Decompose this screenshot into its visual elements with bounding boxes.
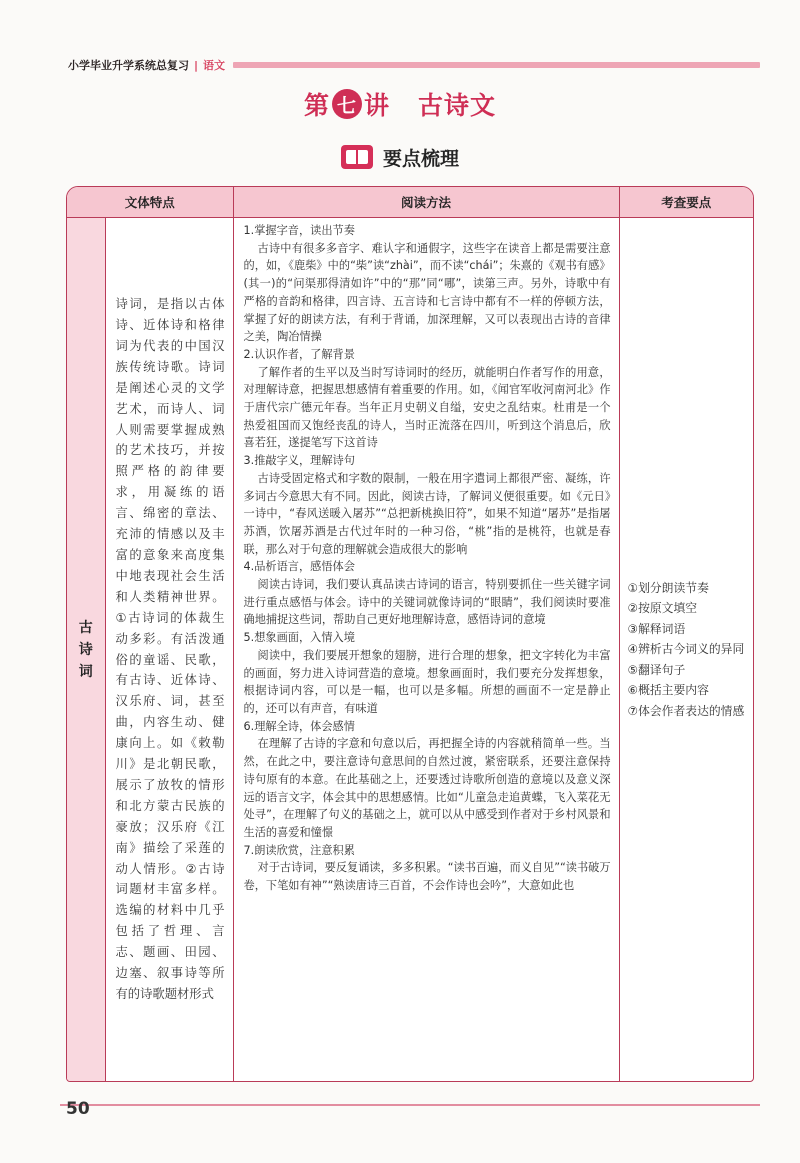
description-cell (105, 218, 233, 1082)
key-point-item: ①划分朗读节奏 (627, 580, 709, 595)
method-title: 2.认识作者，了解背景 (243, 347, 355, 361)
method-title: 3.推敲字义，理解诗句 (243, 454, 355, 468)
methods-cell (233, 218, 619, 1082)
method-title: 5.想象画面，入情入境 (243, 631, 355, 645)
footer-rule (60, 1104, 760, 1106)
book-title: 小学毕业升学系统总复习 (68, 59, 189, 72)
header-rule (233, 62, 760, 68)
column-header-key-points: 考查要点 (619, 187, 753, 218)
key-point-item: ④辨析古今词义的异同 (627, 642, 745, 657)
method-body: 阅读中，我们要展开想象的翅膀，进行合理的想象，把文字转化为丰富的画面，努力进入诗词营造的意境。想象画面时，我们要充分发挥想象，根据诗词内容，可以是一幅，也可以是多幅。所想的画面不一定是静止的，还可以有声音，有味道 (243, 648, 611, 715)
table-header-row (67, 187, 753, 218)
method-item (244, 629, 611, 718)
method-title: 4.品析语言，感悟体会 (243, 560, 355, 574)
lesson-prefix: 第 (303, 91, 330, 120)
column-header-methods: 阅读方法 (233, 187, 619, 218)
section-title: 要点梳理 (382, 147, 459, 170)
key-point-item: ⑦体会作者表达的情感 (627, 703, 745, 718)
page-number: 50 (66, 1099, 90, 1119)
method-title: 1.掌握字音，读出节奏 (243, 224, 355, 237)
key-point-item: ②按原文填空 (627, 601, 698, 616)
subject-label: 语文 (203, 59, 226, 72)
method-body: 了解作者的生平以及当时写诗词时的经历，就能明白作者写作的用意，对理解诗意，把握思想感情有着重要的作用。如，《闻官军收河南河北》作于唐代宗广德元年春。当年正月史朝义自缢，安史之乱结束。杜甫是一个热爱祖国而又饱经丧乱的诗人，当时正流落在四川，听到这个消息后，欣喜若狂，遂提笔写下这首诗 (243, 365, 611, 450)
genre-description: 诗词，是指以古体诗、近体诗和格律词为代表的中国汉族传统诗歌。诗词是阐述心灵的文学艺术，而诗人、词人则需要掌握成熟的艺术技巧，并按照严格的韵律要求，用凝练的语言、绵密的章法、充沛的情感以及丰富的意象来高度集中地表现社会生活和人类精神世界。①古诗词的体裁生动多彩。有活泼通俗的童谣、民歌，有古诗、近体诗、汉乐府、词，甚至曲，内容生动、健康向上。如《敕勒川》是北朝民歌，展示了放牧的情形和北方蒙古民族的豪放；汉乐府《江南》描绘了采莲的动人情形。②古诗词题材丰富多样。选编的材料中几乎包括了哲理、言志、题画、田园、边塞、叙事诗等所有的诗歌题材形式 (115, 297, 225, 1001)
running-header (68, 56, 760, 74)
method-item (244, 346, 611, 452)
header-separator: | (194, 58, 199, 72)
method-body: 对于古诗词，要反复诵读，多多积累。“读书百遍，而义自见”“读书破万卷，下笔如有神”“熟读唐诗三百首，不会作诗也会吟”，大意如此也 (243, 861, 611, 893)
key-point-item: ⑥概括主要内容 (627, 683, 709, 698)
method-body: 在理解了古诗的字意和句意以后，再把握全诗的内容就稍简单一些。当然，在此之中，要注意诗句意思间的自然过渡，紧密联系，还要注意保持诗句原有的本意。在此基础之上，还要透过诗歌所创造的意境以及意义深远的语言文字，体会其中的思想感情。比如“儿童急走追黄蝶，飞入菜花无处寻”，在理解了句义的基础之上，就可以从中感受到作者对于乡村风景和生活的喜爱和憧憬 (243, 737, 611, 839)
key-point-item: ⑤翻译句子 (627, 662, 686, 677)
method-body: 古诗受固定格式和字数的限制，一般在用字遣词上都很严密、凝练，许多词古今意思大有不同。因此，阅读古诗，了解词义便很重要。如《元日》一诗中，“春风送暖入屠苏”“总把新桃换旧符”，如果不知道“屠苏”是指屠苏酒，饮屠苏酒是古代过年时的一种习俗，“桃”指的是桃符，也就是春联，那么对于句意的理解就会造成很大的影响 (243, 471, 611, 556)
column-header-features: 文体特点 (67, 187, 233, 218)
section-heading (0, 142, 800, 172)
key-point-item: ③解释词语 (627, 621, 686, 636)
method-item (244, 452, 611, 558)
summary-table (66, 186, 754, 1082)
lesson-number-badge: 七 (332, 89, 362, 119)
table-row (67, 218, 753, 1082)
method-title: 7.朗读欣赏，注意积累 (243, 843, 355, 857)
method-item (244, 718, 611, 842)
lesson-suffix: 讲 (363, 91, 390, 120)
key-points-cell (619, 218, 753, 1082)
method-title: 6.理解全诗，体会感情 (243, 719, 355, 733)
open-book-icon (341, 145, 373, 169)
method-body: 古诗中有很多多音字、难认字和通假字，这些字在读音上都是需要注意的，如，《鹿柴》中的“柴”读“zhài”，而不读“chái”；朱熹的《观书有感》(其一)的“问渠那得清如许”中的“那”同“哪”，读第三声。另外，诗歌中有严格的音韵和格律，四言诗、五言诗和七言诗中都有不一样的停顿方法，掌握了好的朗读方法，有利于背诵，加深理解，又可以表现出古诗的音律之美，陶冶情操 (243, 241, 611, 344)
method-item (244, 558, 611, 629)
method-item (244, 222, 611, 346)
method-body: 阅读古诗词，我们要认真品读古诗词的语言，特别要抓住一些关键字词进行重点感悟与体会。诗中的关键词就像诗词的“眼睛”，我们阅读时要准确地捕捉这些词，帮助自己更好地理解诗意，感悟诗词的意境 (243, 578, 611, 627)
genre-label: 古诗词 (78, 619, 93, 680)
genre-cell (67, 218, 105, 1082)
lesson-title (0, 86, 800, 122)
lesson-topic: 古诗文 (418, 91, 497, 120)
method-item (244, 842, 611, 895)
